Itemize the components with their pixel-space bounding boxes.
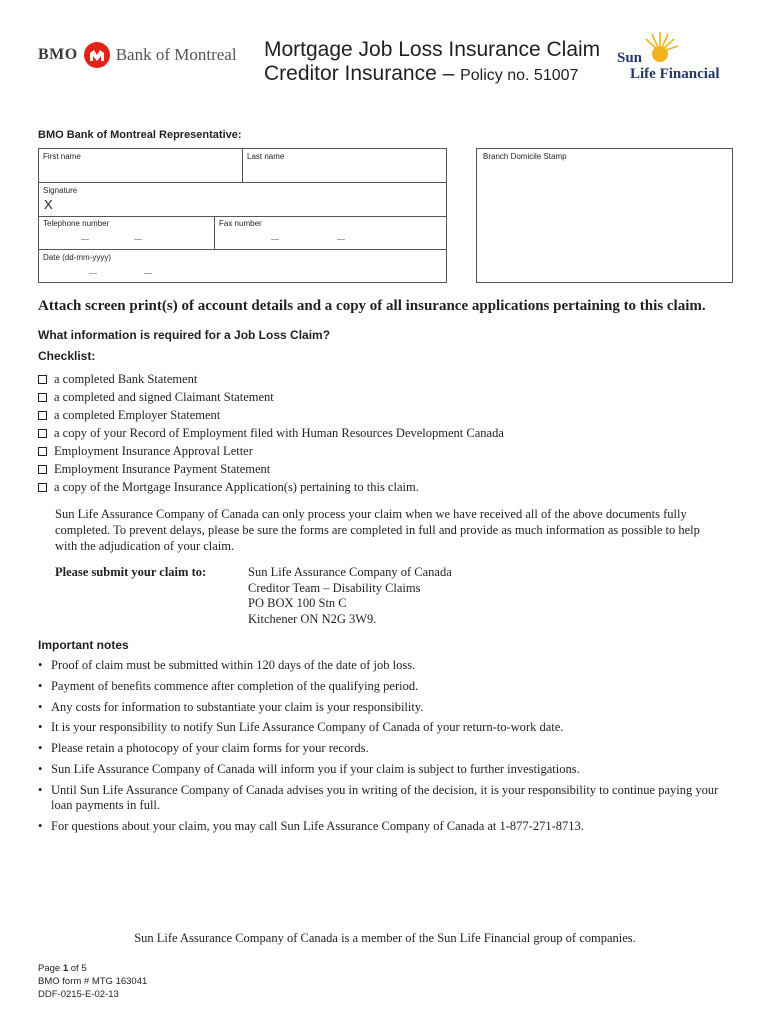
note-item: • Proof of claim must be submitted within 120 days of the date of job loss. xyxy=(38,658,416,672)
question-heading: What information is required for a Job Loss Claim? xyxy=(38,328,331,342)
checklist-item xyxy=(38,460,504,478)
fax-field[interactable]: Fax number xyxy=(219,219,262,228)
checklist-heading: Checklist: xyxy=(38,349,96,363)
last-name-field[interactable]: Last name xyxy=(247,152,285,161)
checklist xyxy=(38,370,504,496)
policy-number: Policy no. 51007 xyxy=(460,67,579,84)
submit-address xyxy=(248,565,452,627)
note-text: Until Sun Life Assurance Company of Canada advises you in writing of the decision, it is your responsibility to continue paying your loan payments in full. xyxy=(51,782,719,813)
checkbox[interactable] xyxy=(38,465,47,474)
branch-stamp-box xyxy=(476,148,733,283)
checkbox[interactable] xyxy=(38,375,47,384)
submit-label: Please submit your claim to: xyxy=(55,565,207,579)
page-number: 1 xyxy=(62,963,69,974)
note-item: • Until Sun Life Assurance Company of Canada advises you in writing of the decision, it is your responsibility to continue paying your loan payments in full. xyxy=(38,783,728,814)
sunlife-financial: Life Financial xyxy=(630,66,720,82)
checklist-item-label: Employment Insurance Payment Statement xyxy=(54,462,271,476)
date-field[interactable]: Date (dd-mm-yyyy) xyxy=(43,253,112,262)
checklist-item-label: a copy of your Record of Employment filed with Human Resources Development Canada xyxy=(54,426,504,440)
signature-x: X xyxy=(44,197,53,212)
checklist-item-label: Employment Insurance Approval Letter xyxy=(54,444,253,458)
telephone-field[interactable]: Telephone number xyxy=(43,219,110,228)
checkbox[interactable] xyxy=(38,411,47,420)
checklist-item xyxy=(38,424,504,442)
note-item: • Sun Life Assurance Company of Canada will inform you if your claim is subject to further investigations. xyxy=(38,761,580,776)
note-item: • For questions about your claim, you may call Sun Life Assurance Company of Canada at 1-877-271-8713. xyxy=(38,819,584,834)
note-text: Sun Life Assurance Company of Canada will inform you if your claim is subject to further investigations. xyxy=(51,761,580,776)
sunlife-sun-icon xyxy=(640,30,680,66)
address-line: Creditor Team – Disability Claims xyxy=(248,580,421,595)
attach-instruction: Attach screen print(s) of account details and a copy of all insurance applications pertaining to this claim. xyxy=(38,298,706,314)
important-notes xyxy=(38,658,728,840)
note-text: For questions about your claim, you may call Sun Life Assurance Company of Canada at 1-877-271-8713. xyxy=(51,819,584,834)
ddf-code: DDF-0215-E-02-13 xyxy=(38,989,119,1000)
important-notes-heading: Important notes xyxy=(38,638,129,652)
branch-stamp-label: Branch Domicile Stamp xyxy=(483,152,567,161)
checklist-item-label: a completed Employer Statement xyxy=(54,408,221,422)
checkbox[interactable] xyxy=(38,447,47,456)
address-line: Kitchener ON N2G 3W9. xyxy=(248,611,377,626)
bmo-roundel-icon xyxy=(84,42,110,68)
checklist-item xyxy=(38,442,504,460)
bmo-short-name: BMO xyxy=(38,46,78,63)
processing-paragraph: Sun Life Assurance Company of Canada can only process your claim when we have received all of the above documents fully completed. To prevent delays, please be sure the forms are completed in full and provide as much information as possible to help with the adjudication of your claim. xyxy=(55,507,700,553)
page-indicator xyxy=(38,963,87,974)
address-line: PO BOX 100 Stn C xyxy=(248,596,347,610)
bmo-logo xyxy=(38,42,237,68)
note-item: • Please retain a photocopy of your claim forms for your records. xyxy=(38,741,369,756)
checklist-item xyxy=(38,388,504,406)
member-statement: Sun Life Assurance Company of Canada is a member of the Sun Life Financial group of companies. xyxy=(134,931,636,945)
form-title: Mortgage Job Loss Insurance Claim xyxy=(264,38,601,61)
checkbox[interactable] xyxy=(38,393,47,402)
page-prefix: Page xyxy=(38,963,63,974)
note-text: Payment of benefits commence after completion of the qualifying period. xyxy=(51,678,419,693)
signature-field[interactable]: Signature xyxy=(43,186,78,195)
note-item: • Any costs for information to substantiate your claim is your responsibility. xyxy=(38,699,424,714)
note-item: • It is your responsibility to notify Sun Life Assurance Company of Canada of your return-to-work date. xyxy=(38,720,564,735)
checklist-item-label: a completed and signed Claimant Statement xyxy=(54,390,274,404)
bank-name: Bank of Montreal xyxy=(115,45,237,64)
note-item: • Payment of benefits commence after completion of the qualifying period. xyxy=(38,678,419,693)
checklist-item-label: a copy of the Mortgage Insurance Application(s) pertaining to this claim. xyxy=(54,480,419,494)
sunlife-sun: Sun xyxy=(617,50,643,66)
form-number: BMO form # MTG 163041 xyxy=(38,976,148,987)
rep-info-box xyxy=(38,148,447,283)
note-text: It is your responsibility to notify Sun Life Assurance Company of Canada of your return-to-work date. xyxy=(51,720,564,735)
checklist-item xyxy=(38,370,504,388)
first-name-field[interactable]: First name xyxy=(43,152,81,161)
subtitle-text: Creditor Insurance – xyxy=(264,62,461,85)
checklist-item xyxy=(38,478,504,496)
checklist-item xyxy=(38,406,504,424)
note-text: Any costs for information to substantiate your claim is your responsibility. xyxy=(51,699,424,714)
form-subtitle xyxy=(264,62,578,86)
page-suffix: of 5 xyxy=(68,963,87,974)
checklist-item-label: a completed Bank Statement xyxy=(54,372,198,386)
note-text: Please retain a photocopy of your claim forms for your records. xyxy=(51,741,369,756)
rep-heading: BMO Bank of Montreal Representative: xyxy=(38,129,242,141)
checkbox[interactable] xyxy=(38,429,47,438)
address-line: Sun Life Assurance Company of Canada xyxy=(248,565,452,579)
checkbox[interactable] xyxy=(38,483,47,492)
note-text: Proof of claim must be submitted within 120 days of the date of job loss. xyxy=(51,658,416,672)
